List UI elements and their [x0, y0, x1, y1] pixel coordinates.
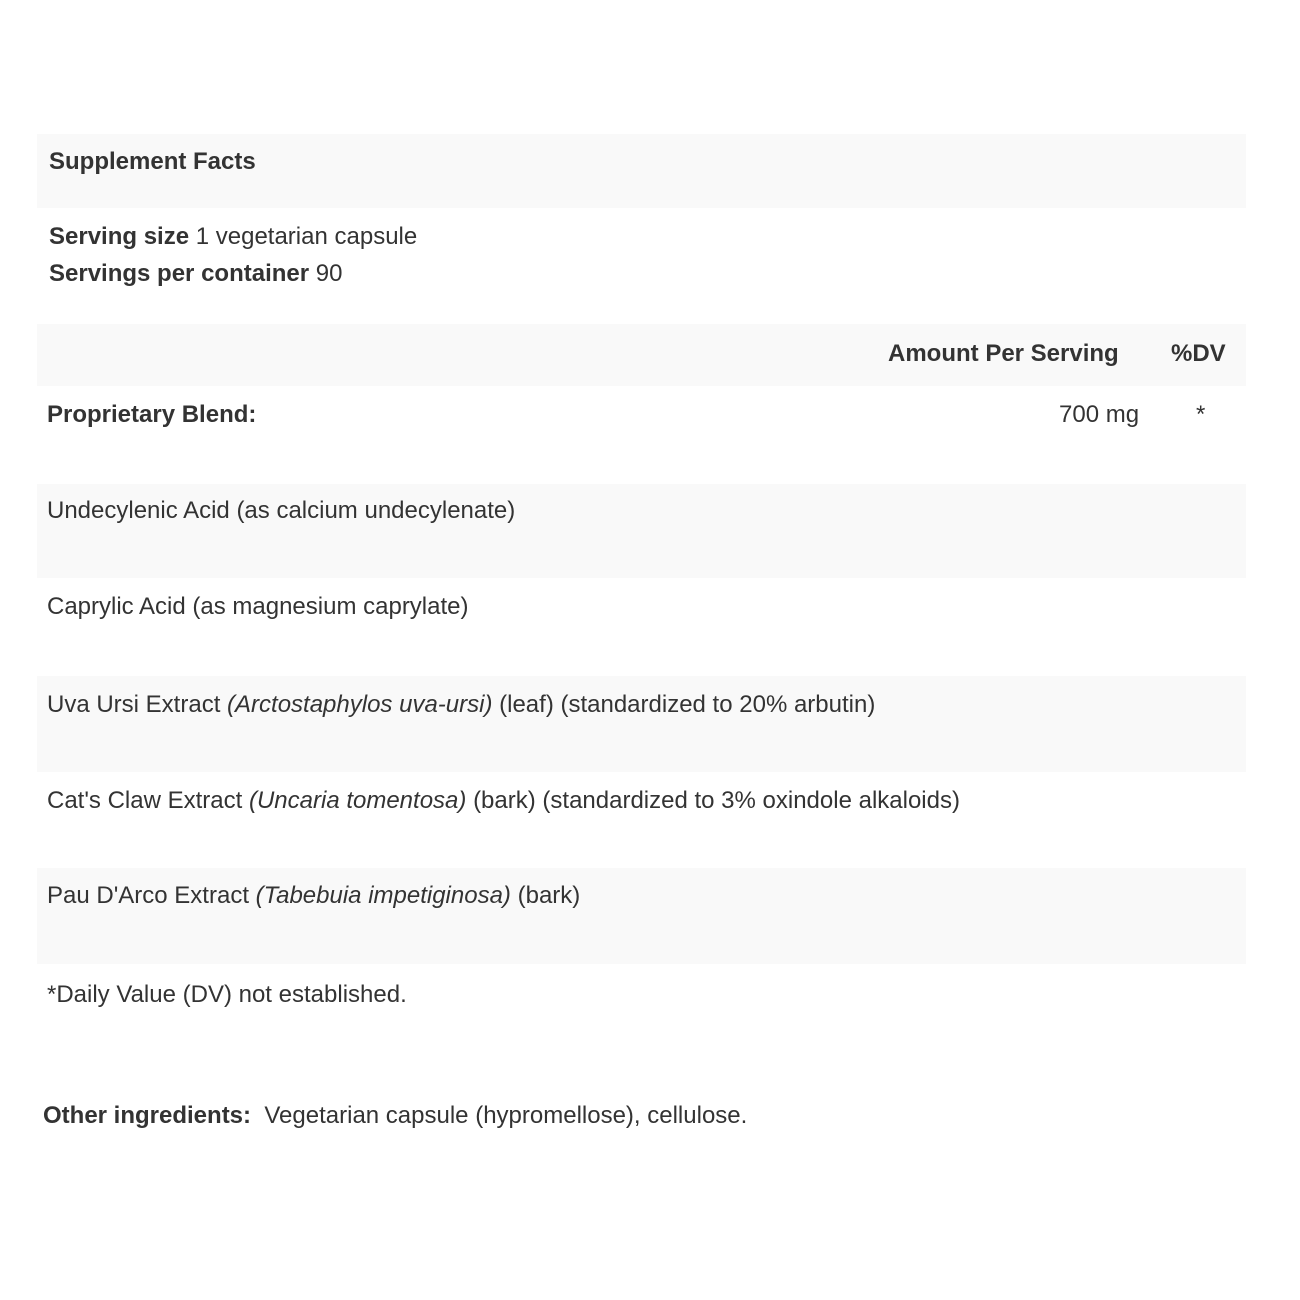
ingredient-name: Undecylenic Acid [47, 497, 230, 524]
ingredient-detail: (as calcium undecylenate) [236, 497, 516, 524]
column-header-amount: Amount Per Serving [888, 340, 1119, 367]
serving-size-line [49, 225, 417, 249]
ingredient-row [47, 693, 875, 717]
serving-size-label: Serving size [49, 223, 190, 250]
other-ingredients-value: Vegetarian capsule (hypromellose), cellulose. [264, 1102, 748, 1129]
ingredient-latin-name: (Arctostaphylos uva-ursi) [227, 691, 493, 718]
column-header-dv: %DV [1171, 340, 1226, 367]
ingredient-name: Caprylic Acid [47, 593, 186, 620]
ingredient-detail: (bark) [517, 882, 581, 909]
blend-dv: * [1196, 401, 1206, 428]
servings-per-container-value: 90 [315, 260, 343, 287]
ingredient-name: Uva Ursi Extract [47, 691, 221, 718]
servings-per-container-label: Servings per container [49, 260, 310, 287]
ingredient-row [47, 789, 960, 813]
blend-name: Proprietary Blend: [47, 401, 257, 428]
serving-size-value: 1 vegetarian capsule [195, 223, 418, 250]
ingredient-row [47, 595, 469, 619]
ingredient-latin-name: (Uncaria tomentosa) [248, 787, 467, 814]
ingredient-name: Pau D'Arco Extract [47, 882, 249, 909]
dv-footnote: *Daily Value (DV) not established. [47, 981, 407, 1008]
other-ingredients-line [43, 1104, 747, 1128]
facts-title: Supplement Facts [49, 148, 256, 175]
ingredient-row [47, 884, 580, 908]
servings-per-container-line [49, 262, 342, 286]
ingredient-row [47, 499, 515, 523]
ingredient-detail: (leaf) (standardized to 20% arbutin) [499, 691, 876, 718]
ingredient-latin-name: (Tabebuia impetiginosa) [255, 882, 511, 909]
blend-amount: 700 mg [1059, 401, 1140, 428]
ingredient-detail: (bark) (standardized to 3% oxindole alkaloids) [473, 787, 960, 814]
other-ingredients-label: Other ingredients: [43, 1102, 252, 1129]
ingredient-name: Cat's Claw Extract [47, 787, 243, 814]
ingredient-detail: (as magnesium caprylate) [192, 593, 469, 620]
